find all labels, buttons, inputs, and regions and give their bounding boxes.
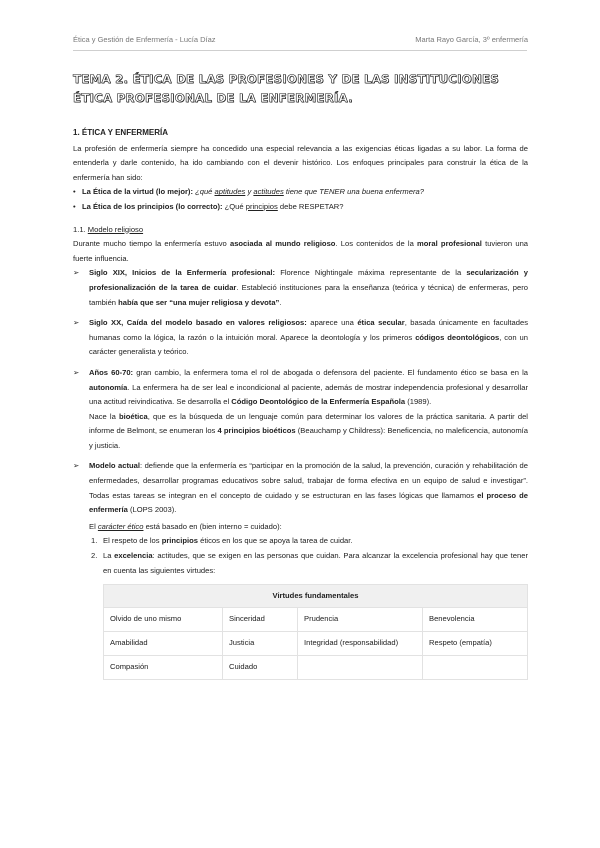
bullet-icon: •: [73, 201, 76, 211]
ordered-item-1: 1. El respeto de los principios éticos en los que se apoya la tarea de cuidar.: [91, 536, 353, 546]
link-caracter-etico[interactable]: carácter ético: [97, 521, 144, 531]
virtues-table: [103, 584, 528, 680]
bullet-principles: • La Ética de los principios (lo correcto): ¿Qué principios debe RESPETAR?: [73, 200, 528, 215]
section-heading: 1. ÉTICA Y ENFERMERÍA: [73, 128, 168, 137]
header-right: Marta Rayo García, 3º enfermería: [415, 35, 528, 44]
list-item-xx: ➢ Siglo XX, Caída del modelo basado en valores religiosos: aparece una ética secular, basada únicamente en facultades humanas como la lógica, la razón o la intuición moral. Aparece la deontología y los primeros códigos deontológicos, con un carácter generalista y teórico.: [73, 318, 528, 357]
table-row: Amabilidad Justicia Integridad (responsabilidad) Respeto (empatía): [104, 632, 528, 656]
header-left: Ética y Gestión de Enfermería - Lucía Díaz: [73, 35, 216, 44]
table-row: Olvido de uno mismo Sinceridad Prudencia Benevolencia: [104, 608, 528, 632]
ordered-item-2: 2. La excelencia: actitudes, que se exigen en las personas que cuidan. Para alcanzar la excelencia profesional hay que tener en cuenta las siguientes virtudes:: [91, 551, 528, 575]
bullet-icon: •: [73, 187, 76, 197]
religious-paragraph: Durante mucho tiempo la enfermería estuvo asociada al mundo religioso. Los contenidos de la moral profesional tuvieron una fuerte influencia.: [73, 239, 529, 263]
page-title: [73, 70, 533, 108]
header-divider: [73, 50, 527, 51]
intro-paragraph: La profesión de enfermería siempre ha concedido una especial relevancia a las exigencias éticas ligadas a su labor. La forma de entenderla y darle contenido, ha ido cambiando con el devenir histórico. Los enfoques principales para construir la ética de la enfermería han sido:: [73, 143, 528, 182]
list-item-60-70: ➢ Años 60-70: gran cambio, la enfermera toma el rol de abogada o defensora del paciente. El fundamento ético se basa en la autonomía. La enfermera ha de ser leal e incondicional al paciente, además de mostrar independencia profesional y desarrollar una actitud reivindicativa. Se desarrolla el Código Deontológico de la Enfermería Española (1989).: [73, 367, 528, 407]
table-header: Virtudes fundamentales: [104, 585, 528, 608]
bioetica-paragraph: Nace la bioética, que es la búsqueda de un lenguaje común para determinar los valores de la práctica sanitaria. A partir del informe de Belmont, se enumeran los 4 principios bioéticos (Beauchamp y Childress): Beneficencia, no maleficencia, autonomía y justicia.: [89, 411, 528, 450]
title-line-1: TEMA 2. ÉTICA DE LAS PROFESIONES Y DE LAS INSTITUCIONES: [73, 72, 499, 86]
link-principios[interactable]: principios: [245, 201, 278, 211]
body-content: [73, 126, 528, 680]
link-aptitudes[interactable]: aptitudes: [214, 187, 246, 197]
list-item-modelo-actual: ➢ Modelo actual: defiende que la enfermería es “participar en la promoción de la salud, la prevención, curación y rehabilitación de enfermedades, desarrollar programas educativos sobre salud, trabajar de forma efectiva en un equipo de salud e investigar”. Todas estas tareas se integran en el concepto de cuidado y se estructuran en las fases lógicas que llamamos el proceso de enfermería (LOPS 2003).: [73, 461, 528, 515]
subsection-heading: 1.1. Modelo religioso: [73, 224, 144, 234]
link-actitudes[interactable]: actitudes: [253, 187, 284, 197]
arrow-icon: ➢: [73, 461, 80, 471]
caracter-etico-line: El carácter ético está basado en (bien interno = cuidado):: [89, 521, 282, 531]
arrow-icon: ➢: [73, 318, 80, 328]
bullet-virtue: • La Ética de la virtud (lo mejor): ¿qué aptitudes y actitudes tiene que TENER una buena enfermera?: [73, 185, 528, 200]
arrow-icon: ➢: [73, 367, 80, 377]
table-row: Compasión Cuidado: [104, 656, 528, 680]
title-line-2: ÉTICA PROFESIONAL DE LA ENFERMERÍA.: [73, 91, 353, 105]
arrow-icon: ➢: [73, 268, 80, 278]
list-item-xix: ➢ Siglo XIX, Inicios de la Enfermería profesional: Florence Nightingale máxima representante de la secularización y profesionalización de la tarea de cuidar. Estableció instituciones para la enseñanza (teórica y técnica) de enfermeras, pero también había que ser “una mujer religiosa y devota”.: [73, 268, 529, 307]
